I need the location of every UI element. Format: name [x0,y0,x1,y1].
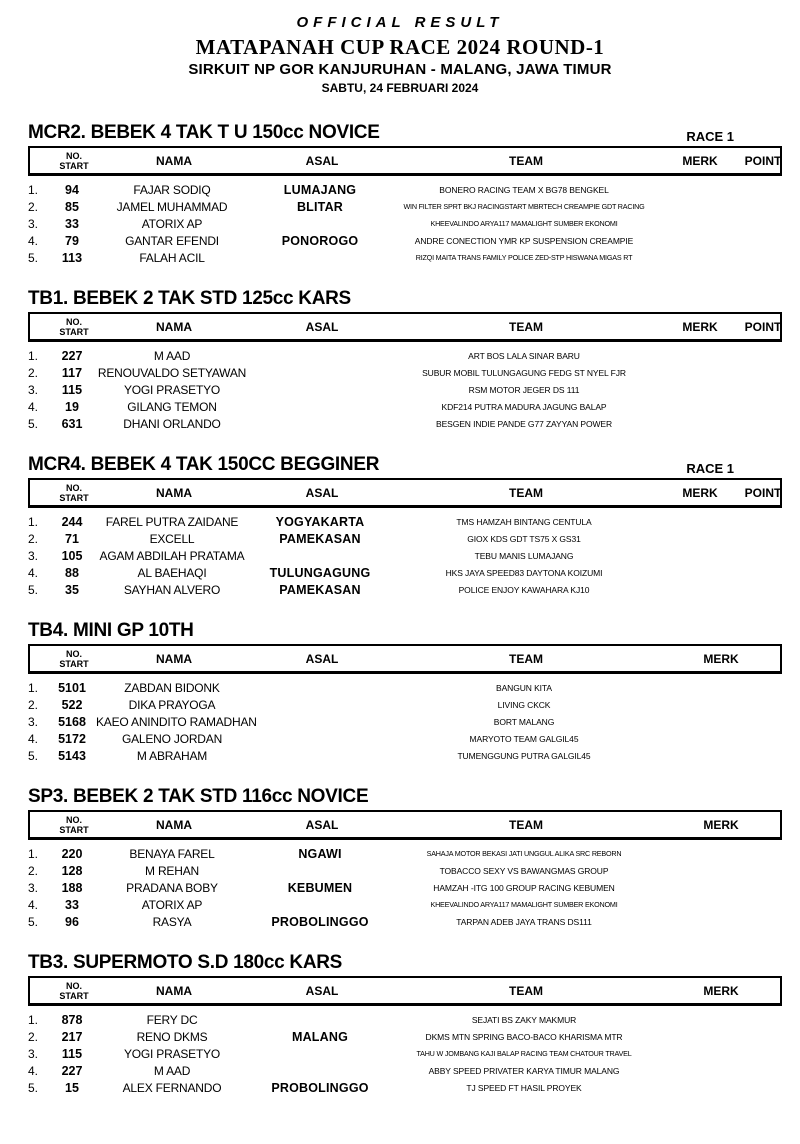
table-row [28,249,782,266]
cell-rider-name: ATORIX AP [141,216,203,231]
cell-position: 4. [28,1063,39,1078]
column-header-asal: ASAL [305,319,339,334]
cell-origin: PROBOLINGGO [271,914,369,929]
race-class-section [28,952,782,1118]
table-row [28,896,782,913]
cell-start-number: 117 [61,365,83,380]
cell-team: TEBU MANIS LUMAJANG [474,550,574,561]
column-header-no-start [50,981,98,1001]
column-header-no: NO. [65,980,82,991]
column-header-start: START [59,492,89,503]
cell-rider-name: FAJAR SODIQ [133,182,211,197]
cell-start-number: 631 [61,416,83,431]
cell-position: 2. [28,531,39,546]
table-row [28,232,782,249]
cell-start-number: 878 [61,1012,83,1027]
race-class-section [28,122,782,288]
column-header-nama: NAMA [156,651,192,666]
table-row [28,845,782,862]
column-header-nama: NAMA [156,817,192,832]
column-header-asal: ASAL [305,983,339,998]
column-header-team: TEAM [509,319,543,334]
table-row [28,713,782,730]
table-row [28,696,782,713]
official-result-label: OFFICIAL RESULT [296,14,504,31]
table-header-row [28,976,782,1006]
race-class-section [28,454,782,620]
cell-rider-name: DIKA PRAYOGA [128,697,216,712]
table-row [28,1079,782,1096]
race-number-label: RACE 1 [686,461,734,476]
cell-rider-name: DHANI ORLANDO [123,416,221,431]
cell-team: TOBACCO SEXY VS BAWANGMAS GROUP [439,865,609,876]
cell-position: 5. [28,582,39,597]
cell-origin: BLITAR [296,199,344,214]
cell-team: TAHU W JOMBANG KAJI BALAP RACING TEAM CHATOUR TRAVEL [416,1049,632,1058]
table-header-row [28,478,782,508]
cell-position: 1. [28,1012,39,1027]
table-row [28,1062,782,1079]
cell-rider-name: PRADANA BOBY [126,880,218,895]
cell-team: TUMENGGUNG PUTRA GALGIL45 [457,750,591,761]
cell-team: BESGEN INDIE PANDE G77 ZAYYAN POWER [436,418,612,429]
section-title: MCR2. BEBEK 4 TAK T U 150cc NOVICE [28,122,380,143]
cell-rider-name: GALENO JORDAN [121,731,223,746]
cell-start-number: 227 [61,348,83,363]
table-body [28,679,782,764]
cell-rider-name: KAEO ANINDITO RAMADHAN [96,714,257,729]
cell-rider-name: BENAYA FAREL [129,846,215,861]
cell-origin: NGAWI [298,846,342,861]
column-header-no: NO. [65,316,82,327]
column-header-start: START [59,824,89,835]
cell-position: 2. [28,199,39,214]
cell-origin: PROBOLINGGO [271,1080,369,1095]
cell-team: POLICE ENJOY KAWAHARA KJ10 [458,584,590,595]
cell-origin: MALANG [291,1029,349,1044]
cell-start-number: 115 [61,1046,83,1061]
cell-team: ART BOS LALA SINAR BARU [468,350,580,361]
cell-start-number: 33 [65,897,79,912]
section-header-line [28,122,782,144]
cell-rider-name: GANTAR EFENDI [125,233,219,248]
cell-team: TARPAN ADEB JAYA TRANS DS111 [456,916,592,927]
column-header-nama: NAMA [156,983,192,998]
table-row [28,679,782,696]
cell-rider-name: RENOUVALDO SETYAWAN [97,365,247,380]
cell-position: 4. [28,565,39,580]
table-row [28,879,782,896]
table-row [28,1045,782,1062]
column-header-start: START [59,326,89,337]
section-header-line [28,952,782,974]
table-row [28,730,782,747]
table-body [28,845,782,930]
cell-team: KDF214 PUTRA MADURA JAGUNG BALAP [441,401,607,412]
cell-position: 3. [28,880,39,895]
cell-team: SAHAJA MOTOR BEKASI JATI UNGGUL ALIKA SRC REBORN [426,849,622,858]
column-header-no: NO. [65,648,82,659]
race-class-section [28,620,782,786]
race-number-label: RACE 1 [686,129,734,144]
cell-position: 2. [28,365,39,380]
cell-rider-name: ATORIX AP [141,897,203,912]
section-header-line [28,620,782,642]
cell-team: HAMZAH -ITG 100 GROUP RACING KEBUMEN [433,882,615,893]
column-header-asal: ASAL [305,651,339,666]
cell-team: BORT MALANG [493,716,555,727]
cell-team: WIN FILTER SPRT BKJ RACINGSTART MBRTECH CREAMPIE GDT RACING [403,202,645,211]
cell-start-number: 85 [65,199,79,214]
cell-team: KHEEVALINDO ARYA117 MAMALIGHT SUMBER EKONOMI [430,900,618,909]
table-header-row [28,810,782,840]
column-header-no: NO. [65,150,82,161]
column-header-no-start [50,317,98,337]
table-body [28,347,782,432]
table-row [28,913,782,930]
column-header-no: NO. [65,814,82,825]
cell-start-number: 105 [61,548,83,563]
cell-position: 2. [28,1029,39,1044]
cell-team: MARYOTO TEAM GALGIL45 [469,733,579,744]
section-header-line [28,786,782,808]
column-header-start: START [59,658,89,669]
table-row [28,364,782,381]
table-row [28,381,782,398]
cell-position: 4. [28,897,39,912]
cell-rider-name: AL BAEHAQI [137,565,207,580]
cell-position: 2. [28,697,39,712]
cell-origin: LUMAJANG [283,182,357,197]
table-row [28,747,782,764]
cell-rider-name: YOGI PRASETYO [123,382,221,397]
column-header-nama: NAMA [156,153,192,168]
table-row [28,564,782,581]
column-header-start: START [59,160,89,171]
cell-start-number: 217 [61,1029,83,1044]
cell-rider-name: ZABDAN BIDONK [124,680,220,695]
cell-position: 1. [28,182,39,197]
race-class-section [28,786,782,952]
cell-team: SEJATI BS ZAKY MAKMUR [471,1014,577,1025]
column-header-team: TEAM [509,485,543,500]
section-title: MCR4. BEBEK 4 TAK 150CC BEGGINER [28,454,380,475]
cell-start-number: 115 [61,382,83,397]
column-header-merk: MERK [682,485,718,500]
cell-rider-name: RASYA [152,914,192,929]
cell-position: 4. [28,233,39,248]
cell-start-number: 96 [65,914,79,929]
cell-team: DKMS MTN SPRING BACO-BACO KHARISMA MTR [425,1031,623,1042]
cell-start-number: 33 [65,216,79,231]
column-header-no-start [50,151,98,171]
table-row [28,581,782,598]
cell-team: BONERO RACING TEAM X BG78 BENGKEL [439,184,609,195]
table-row [28,415,782,432]
cell-start-number: 188 [61,880,83,895]
cell-position: 3. [28,548,39,563]
cell-rider-name: FAREL PUTRA ZAIDANE [105,514,239,529]
cell-origin: TULUNGAGUNG [269,565,371,580]
cell-position: 4. [28,399,39,414]
cell-rider-name: M AAD [153,348,191,363]
cell-rider-name: JAMEL MUHAMMAD [116,199,228,214]
column-header-merk: MERK [703,983,739,998]
cell-team: GIOX KDS GDT TS75 X GS31 [467,533,581,544]
venue-line: SIRKUIT NP GOR KANJURUHAN - MALANG, JAWA TIMUR [188,61,612,78]
cell-origin: YOGYAKARTA [275,514,365,529]
cell-rider-name: EXCELL [149,531,195,546]
cell-position: 3. [28,1046,39,1061]
section-title: TB3. SUPERMOTO S.D 180cc KARS [28,952,343,973]
cell-start-number: 522 [61,697,83,712]
cell-start-number: 5143 [58,748,86,763]
table-row [28,347,782,364]
cell-start-number: 19 [65,399,79,414]
table-row [28,215,782,232]
cell-start-number: 94 [65,182,79,197]
column-header-asal: ASAL [305,485,339,500]
cell-position: 1. [28,348,39,363]
cell-rider-name: M REHAN [145,863,199,878]
cell-start-number: 71 [65,531,79,546]
cell-position: 4. [28,731,39,746]
table-header-row [28,312,782,342]
cell-team: LIVING CKCK [497,699,551,710]
cell-rider-name: ALEX FERNANDO [122,1080,222,1095]
cell-origin: PAMEKASAN [279,531,361,546]
date-line: SABTU, 24 FEBRUARI 2024 [321,81,479,95]
document-header [0,0,800,96]
cell-position: 3. [28,216,39,231]
cell-team: HKS JAYA SPEED83 DAYTONA KOIZUMI [445,567,603,578]
table-row [28,198,782,215]
cell-team: RSM MOTOR JEGER DS 111 [468,384,580,395]
column-header-merk: MERK [682,153,718,168]
cell-origin: KEBUMEN [287,880,353,895]
cell-team: RIZQI MAITA TRANS FAMILY POLICE ZED-STP HISWANA MIGAS RT [415,253,633,262]
column-header-team: TEAM [509,651,543,666]
section-header-line [28,454,782,476]
column-header-asal: ASAL [305,153,339,168]
cell-start-number: 35 [65,582,79,597]
cell-position: 5. [28,914,39,929]
column-header-merk: MERK [703,817,739,832]
column-header-no: NO. [65,482,82,493]
column-header-point: POINT [744,319,782,334]
cell-origin: PAMEKASAN [279,582,361,597]
column-header-team: TEAM [509,817,543,832]
cell-start-number: 5168 [58,714,86,729]
cell-position: 5. [28,416,39,431]
cell-team: ABBY SPEED PRIVATER KARYA TIMUR MALANG [428,1065,620,1076]
cell-team: TJ SPEED FT HASIL PROYEK [466,1082,582,1093]
column-header-merk: MERK [682,319,718,334]
cell-rider-name: FERY DC [146,1012,198,1027]
cell-position: 1. [28,846,39,861]
column-header-asal: ASAL [305,817,339,832]
cell-start-number: 128 [61,863,83,878]
table-header-row [28,644,782,674]
column-header-no-start [50,815,98,835]
table-body [28,181,782,266]
column-header-point: POINT [744,153,782,168]
column-header-no-start [50,649,98,669]
cell-position: 3. [28,714,39,729]
column-header-team: TEAM [509,153,543,168]
cell-team: KHEEVALINDO ARYA117 MAMALIGHT SUMBER EKONOMI [430,219,618,228]
cell-start-number: 244 [61,514,83,529]
cell-rider-name: M ABRAHAM [136,748,208,763]
column-header-no-start [50,483,98,503]
cell-rider-name: RENO DKMS [136,1029,208,1044]
table-header-row [28,146,782,176]
cell-position: 2. [28,863,39,878]
cell-origin: PONOROGO [281,233,359,248]
cell-position: 1. [28,514,39,529]
cell-position: 5. [28,748,39,763]
section-header-line [28,288,782,310]
cell-team: ANDRE CONECTION YMR KP SUSPENSION CREAMPIE [414,235,634,246]
table-row [28,862,782,879]
table-row [28,1011,782,1028]
cell-rider-name: M AAD [153,1063,191,1078]
cell-rider-name: SAYHAN ALVERO [123,582,221,597]
table-row [28,398,782,415]
cell-start-number: 79 [65,233,79,248]
table-row [28,513,782,530]
table-row [28,1028,782,1045]
cell-rider-name: AGAM ABDILAH PRATAMA [99,548,245,563]
cell-rider-name: GILANG TEMON [127,399,217,414]
cell-position: 5. [28,250,39,265]
column-header-start: START [59,990,89,1001]
table-row [28,181,782,198]
cell-start-number: 88 [65,565,79,580]
cell-rider-name: YOGI PRASETYO [123,1046,221,1061]
cell-team: BANGUN KITA [496,682,552,693]
column-header-team: TEAM [509,983,543,998]
cell-start-number: 5101 [58,680,86,695]
section-title: SP3. BEBEK 2 TAK STD 116cc NOVICE [28,786,369,807]
cell-position: 5. [28,1080,39,1095]
cell-start-number: 227 [61,1063,83,1078]
column-header-point: POINT [744,485,782,500]
cell-team: SUBUR MOBIL TULUNGAGUNG FEDG ST NYEL FJR [422,367,626,378]
cell-position: 3. [28,382,39,397]
cell-position: 1. [28,680,39,695]
cell-start-number: 220 [61,846,83,861]
cell-rider-name: FALAH ACIL [139,250,205,265]
cell-start-number: 5172 [58,731,86,746]
cell-team: TMS HAMZAH BINTANG CENTULA [456,516,592,527]
column-header-merk: MERK [703,651,739,666]
event-title: MATAPANAH CUP RACE 2024 ROUND-1 [195,35,605,59]
section-title: TB4. MINI GP 10TH [28,620,194,641]
cell-start-number: 113 [61,250,83,265]
table-row [28,547,782,564]
result-sections [0,122,800,1118]
column-header-nama: NAMA [156,485,192,500]
section-title: TB1. BEBEK 2 TAK STD 125cc KARS [28,288,351,309]
column-header-nama: NAMA [156,319,192,334]
table-row [28,530,782,547]
race-class-section [28,288,782,454]
table-body [28,513,782,598]
cell-start-number: 15 [65,1080,79,1095]
table-body [28,1011,782,1096]
